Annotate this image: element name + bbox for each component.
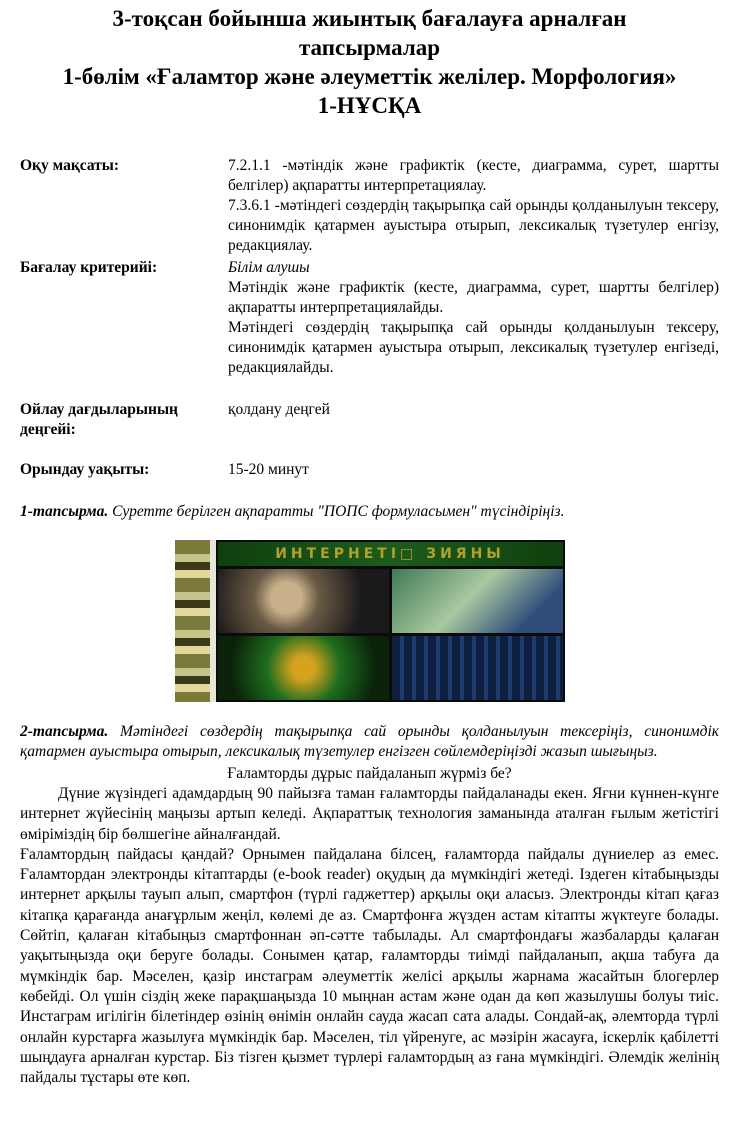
article-paragraph-2: Ғаламтордың пайдасы қандай? Орнымен пайдалана білсең, ғаламторда пайдалы дүниелер аз емес. Ғаламтордан электронды кітаптарды (e-book reader) оқудың да мүмкіндігі жетеді. Іздеген кітабыңызды интернет арқылы тауып алып, смартфон (түрлі гаджеттер) арқылы оқи аласыз. Электронды кітап қағаз кітапқа қарағанда анағұрлым жеңіл, көлемі де аз. Смартфонға жүзден астам кітапты жүктеуге болады. Сөйтіп, қалаған кітабыңыз смартфоннан әп-сәтте табылады. Ал смартфондағы жазбаларды қалаған уақытыңызда оқи беруге болады. Сонымен қатар, ғаламторды тиімді пайдаланып, ақша табуға да мүмкіндік бар. Мәселен, қазір инстаграм әлеуметтік желісі арқылы жарнама жасайтын блогерлер көбейді. Ол үшін сіздің жеке парақшаңызда 10 мыңнан астам және одан да көп жазылушы болуы тиіс. Инстаграм игілігін білетіндер өзінің өнімін онлайн сауда жасап сата алады. Сондай-ақ, әлемторда түрлі онлайн курстарға жазылуға мүмкіндік бар. Мәселен, тіл үйренуге, ас мәзірін жасауға, іскерлік қабілетті шыңдауға арналған курстар. Біз тізген қызмет түрлері ғаламтордың аз ғана мүмкіндігі. Әлемдік желінің пайдалы тұстары өте көп. bbox=[20, 845, 719, 1087]
criteria-label: Бағалау критерийі: bbox=[20, 259, 158, 276]
header-line-4: 1-НҰСҚА bbox=[317, 93, 422, 118]
criteria-2: Мәтіндегі сөздердің тақырыпқа сай орынды қолданылуын тексеру, синонимдік қатармен ауыстыра отырып, лексикалық түзетулер енгізеді, редакциялайды. bbox=[228, 319, 719, 376]
criteria-1: Мәтіндік және графиктік (кесте, диаграмма, сурет, шартты белгілер) ақпаратты интерпретациялайды. bbox=[228, 279, 719, 316]
task-2-text: Мәтіндегі сөздердің тақырыпқа сай орынды қолданылуын тексеріңіз, синонимдік қатармен ауыстыра отырып, лексикалық түзетулер енгізген сөйлемдеріңізді жазып шығыңыз. bbox=[20, 723, 719, 760]
goal-value bbox=[228, 156, 719, 256]
goal-1: 7.2.1.1 -мәтіндік және графиктік (кесте, диаграмма, сурет, шартты белгілер) ақпаратты интерпретациялау. bbox=[228, 157, 719, 194]
task-1-label: 1-тапсырма. bbox=[20, 503, 109, 520]
goal-label: Оқу мақсаты: bbox=[20, 157, 120, 174]
skills-row bbox=[20, 400, 719, 440]
document-header bbox=[20, 0, 719, 120]
time-label: Орындау уақыты: bbox=[20, 461, 150, 478]
goal-row bbox=[20, 156, 719, 256]
photo-digital-figure bbox=[218, 636, 389, 700]
skills-label: Ойлау дағдыларының деңгейі: bbox=[20, 401, 178, 438]
illustration-banner: ИНТЕРНЕТІ□ ЗИЯНЫ bbox=[218, 542, 563, 566]
skills-value: қолдану деңгей bbox=[228, 401, 330, 418]
article-paragraph-1: Дүние жүзіндегі адамдардың 90 пайызға таман ғаламторды пайдаланады екен. Яғни күннен-күнге интернет жүйесінің маңызы артып келеді. Ақпараттық технология заманында аталған ғылым жетістігі өміріміздің бір бөлшегіне айналғандай. bbox=[20, 785, 719, 843]
header-line-2: тапсырмалар bbox=[298, 35, 441, 60]
task-2 bbox=[20, 722, 719, 762]
criteria-row bbox=[20, 258, 719, 378]
photo-children-at-computer bbox=[392, 569, 563, 633]
header-line-3: 1-бөлім «Ғаламтор және әлеуметтік желілер. Морфология» bbox=[62, 64, 677, 89]
article-title: Ғаламторды дұрыс пайдаланып жүрміз бе? bbox=[227, 765, 512, 782]
time-value: 15-20 минут bbox=[228, 461, 309, 478]
criteria-intro: Білім алушы bbox=[228, 259, 310, 276]
task-1-text: Суретте берілген ақпаратты "ПОПС формуласымен" түсіндіріңіз. bbox=[112, 503, 565, 520]
task-1 bbox=[20, 502, 719, 522]
internet-harm-illustration bbox=[175, 540, 565, 702]
meta-section bbox=[20, 156, 719, 480]
goal-2: 7.3.6.1 -мәтіндегі сөздердің тақырыпқа сай орынды қолданылуын тексеру, синонимдік қатармен ауыстыра отырып, лексикалық түзетулер енгізу, редакциялау. bbox=[228, 197, 719, 254]
header-line-1: 3-тоқсан бойынша жиынтық бағалауға арналған bbox=[112, 6, 627, 31]
decorative-film-strip bbox=[175, 540, 210, 702]
task-2-label: 2-тапсырма. bbox=[20, 723, 109, 740]
photo-boy-face-screen bbox=[392, 636, 563, 700]
time-row bbox=[20, 460, 719, 480]
criteria-value bbox=[228, 258, 719, 378]
photo-person-at-computer bbox=[218, 569, 389, 633]
